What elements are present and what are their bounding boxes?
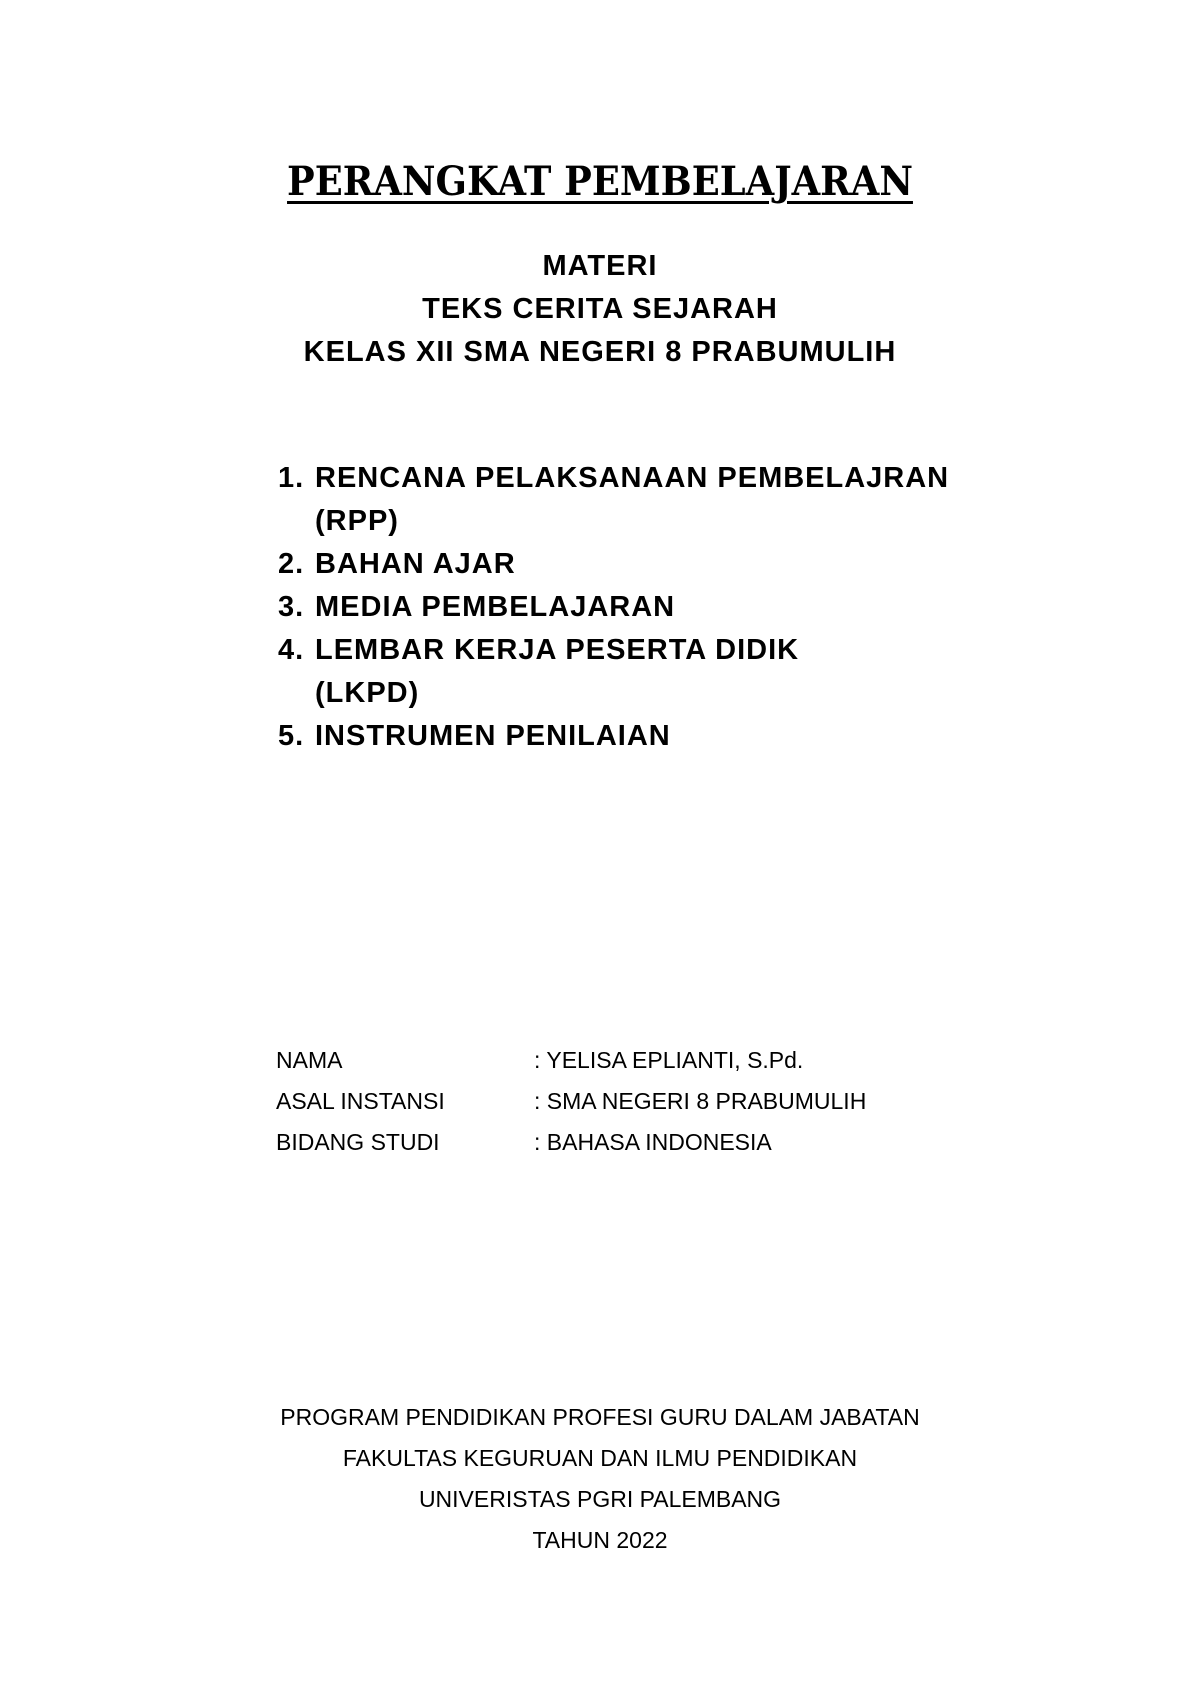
subtitle-block <box>0 245 1200 374</box>
contents-item-text <box>315 715 1038 758</box>
contents-item-line: LEMBAR KERJA PESERTA DIDIK <box>315 634 800 666</box>
contents-item-line: (LKPD) <box>315 677 420 709</box>
footer-year: TAHUN 2022 <box>532 1527 668 1553</box>
contents-item-number: 1. <box>278 462 305 494</box>
info-value: : BAHASA INDONESIA <box>534 1129 772 1155</box>
subtitle-class: KELAS XII SMA NEGERI 8 PRABUMULIH <box>303 336 897 368</box>
contents-item-lkpd <box>278 629 1038 715</box>
contents-item-number: 5. <box>278 720 305 752</box>
contents-item-text <box>315 457 1038 543</box>
contents-item-number: 4. <box>278 634 305 666</box>
contents-item-rpp <box>278 457 1038 543</box>
info-row-subject <box>276 1122 866 1163</box>
footer-block <box>0 1397 1200 1561</box>
contents-item-line: BAHAN AJAR <box>315 548 516 580</box>
info-label: ASAL INSTANSI <box>276 1088 445 1114</box>
footer-program: PROGRAM PENDIDIKAN PROFESI GURU DALAM JABATAN <box>280 1404 920 1430</box>
contents-item-text <box>315 629 1038 715</box>
info-row-name <box>276 1040 866 1081</box>
info-label: BIDANG STUDI <box>276 1129 440 1155</box>
contents-item-number: 2. <box>278 548 305 580</box>
footer-faculty: FAKULTAS KEGURUAN DAN ILMU PENDIDIKAN <box>342 1445 858 1471</box>
contents-item-line: RENCANA PELAKSANAAN PEMBELAJRAN <box>315 462 950 494</box>
contents-item-instrumen <box>278 715 1038 758</box>
author-info <box>276 1040 866 1163</box>
contents-item-line: INSTRUMEN PENILAIAN <box>315 720 671 752</box>
contents-item-line: (RPP) <box>315 505 399 537</box>
contents-item-number: 3. <box>278 591 305 623</box>
contents-item-media <box>278 586 1038 629</box>
document-title: PERANGKAT PEMBELAJARAN <box>287 158 913 205</box>
subtitle-topic: TEKS CERITA SEJARAH <box>422 293 778 325</box>
subtitle-material: MATERI <box>542 250 658 282</box>
info-value: : SMA NEGERI 8 PRABUMULIH <box>534 1088 867 1114</box>
contents-item-text <box>315 586 1038 629</box>
contents-item-bahan-ajar <box>278 543 1038 586</box>
contents-item-line: MEDIA PEMBELAJARAN <box>315 591 676 623</box>
info-label: NAMA <box>276 1047 343 1073</box>
info-row-institution <box>276 1081 866 1122</box>
contents-list <box>278 457 1038 758</box>
contents-item-text <box>315 543 1038 586</box>
footer-university: UNIVERISTAS PGRI PALEMBANG <box>418 1486 782 1512</box>
info-value: : YELISA EPLIANTI, S.Pd. <box>534 1047 804 1073</box>
